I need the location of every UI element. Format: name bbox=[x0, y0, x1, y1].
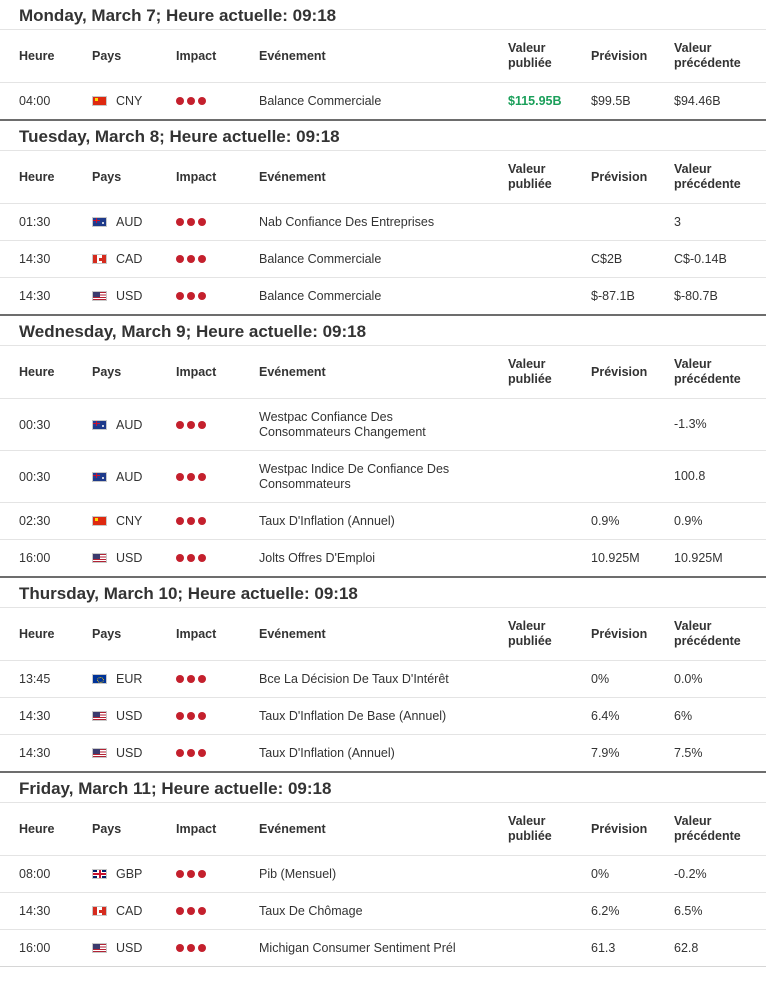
event-name-line-1: Westpac Confiance Des bbox=[259, 409, 393, 424]
day-section bbox=[0, 0, 766, 121]
event-country bbox=[92, 451, 142, 502]
currency-code: GBP bbox=[116, 867, 143, 881]
table-row[interactable] bbox=[0, 930, 766, 966]
header-forecast: Prévision bbox=[591, 626, 648, 641]
event-time: 00:30 bbox=[19, 469, 51, 484]
header-actual bbox=[508, 346, 552, 398]
header-forecast: Prévision bbox=[591, 169, 648, 184]
usa-flag-icon bbox=[92, 943, 107, 953]
impact-dot-icon bbox=[198, 944, 206, 952]
australia-flag-icon bbox=[92, 472, 107, 482]
event-name[interactable] bbox=[259, 893, 489, 929]
header-forecast: Prévision bbox=[591, 48, 648, 63]
event-country bbox=[92, 698, 142, 734]
impact-dot-icon bbox=[198, 554, 206, 562]
event-name[interactable] bbox=[259, 735, 489, 771]
event-name-text bbox=[259, 672, 449, 687]
impact-dot-icon bbox=[198, 712, 206, 720]
event-name[interactable] bbox=[259, 856, 489, 892]
event-country bbox=[92, 540, 142, 576]
event-country bbox=[92, 930, 142, 966]
table-row[interactable] bbox=[0, 399, 766, 451]
impact-dot-icon bbox=[176, 517, 184, 525]
event-time: 14:30 bbox=[19, 252, 51, 266]
event-name[interactable] bbox=[259, 503, 489, 539]
impact-dot-icon bbox=[187, 675, 195, 683]
currency-code: USD bbox=[116, 551, 143, 565]
header-forecast: Prévision bbox=[591, 364, 648, 379]
event-previous: -1.3% bbox=[674, 417, 707, 431]
impact-dot-icon bbox=[176, 255, 184, 263]
event-country bbox=[92, 503, 142, 539]
impact-indicator bbox=[176, 517, 206, 525]
impact-indicator bbox=[176, 255, 206, 263]
table-row[interactable] bbox=[0, 278, 766, 314]
event-previous: 10.925M bbox=[674, 550, 723, 565]
canada-flag-icon bbox=[92, 906, 107, 916]
impact-dot-icon bbox=[187, 554, 195, 562]
impact-dot-icon bbox=[176, 97, 184, 105]
usa-flag-icon bbox=[92, 711, 107, 721]
day-title: Friday, March 11; Heure actuelle: 09:18 bbox=[0, 773, 766, 803]
day-title: Wednesday, March 9; Heure actuelle: 09:18 bbox=[0, 316, 766, 346]
header-country: Pays bbox=[92, 49, 122, 63]
impact-dot-icon bbox=[176, 712, 184, 720]
impact-indicator bbox=[176, 870, 206, 878]
impact-dot-icon bbox=[198, 517, 206, 525]
event-forecast: 7.9% bbox=[591, 745, 620, 760]
currency-code: USD bbox=[116, 289, 143, 303]
event-country bbox=[92, 856, 142, 892]
day-title: Monday, March 7; Heure actuelle: 09:18 bbox=[0, 0, 766, 30]
impact-dot-icon bbox=[176, 675, 184, 683]
event-impact bbox=[176, 278, 206, 314]
event-impact bbox=[176, 856, 206, 892]
event-name[interactable] bbox=[259, 83, 489, 119]
day-section bbox=[0, 316, 766, 578]
header-previous-text bbox=[674, 814, 741, 844]
header-impact: Impact bbox=[176, 365, 217, 379]
header-previous-line-1: Valeur bbox=[674, 619, 712, 633]
header-actual-line-1: Valeur bbox=[508, 814, 546, 828]
header-actual-text bbox=[508, 162, 552, 192]
impact-indicator bbox=[176, 292, 206, 300]
table-header bbox=[0, 30, 766, 83]
header-actual-text bbox=[508, 619, 552, 649]
event-time: 14:30 bbox=[19, 709, 51, 723]
event-name-line-1: Taux De Chômage bbox=[259, 903, 363, 918]
event-forecast: 6.2% bbox=[591, 903, 620, 918]
impact-dot-icon bbox=[187, 907, 195, 915]
event-name[interactable] bbox=[259, 278, 489, 314]
event-country bbox=[92, 399, 142, 450]
currency-code: AUD bbox=[116, 469, 143, 484]
event-previous: 3 bbox=[674, 214, 681, 229]
header-country: Pays bbox=[92, 627, 122, 641]
impact-dot-icon bbox=[187, 749, 195, 757]
impact-dot-icon bbox=[198, 292, 206, 300]
event-time: 00:30 bbox=[19, 417, 51, 432]
impact-dot-icon bbox=[187, 421, 195, 429]
header-forecast: Prévision bbox=[591, 821, 648, 836]
header-previous bbox=[674, 151, 741, 203]
event-impact bbox=[176, 698, 206, 734]
event-previous: 0.9% bbox=[674, 513, 703, 528]
event-name-text bbox=[259, 94, 381, 109]
header-time: Heure bbox=[19, 365, 55, 379]
header-previous bbox=[674, 608, 741, 660]
event-time: 16:00 bbox=[19, 941, 51, 955]
impact-dot-icon bbox=[176, 421, 184, 429]
event-impact bbox=[176, 83, 206, 119]
event-name[interactable] bbox=[259, 698, 489, 734]
table-row[interactable] bbox=[0, 204, 766, 241]
event-name-line-1: Pib (Mensuel) bbox=[259, 866, 337, 881]
header-actual-line-1: Valeur bbox=[508, 41, 546, 55]
header-time: Heure bbox=[19, 170, 55, 184]
event-previous: 0.0% bbox=[674, 671, 703, 686]
table-row[interactable] bbox=[0, 893, 766, 930]
event-forecast: 0.9% bbox=[591, 513, 620, 528]
event-name-line-2: Consommateurs bbox=[259, 476, 351, 491]
header-event: Evénement bbox=[259, 626, 326, 641]
event-previous: 7.5% bbox=[674, 745, 703, 760]
event-name[interactable] bbox=[259, 930, 489, 966]
impact-dot-icon bbox=[187, 517, 195, 525]
impact-dot-icon bbox=[187, 218, 195, 226]
header-actual-text bbox=[508, 357, 552, 387]
event-name-line-1: Taux D'Inflation De Base (Annuel) bbox=[259, 708, 447, 723]
impact-dot-icon bbox=[187, 473, 195, 481]
event-forecast: 0% bbox=[591, 671, 610, 686]
event-impact bbox=[176, 893, 206, 929]
impact-dot-icon bbox=[187, 712, 195, 720]
event-name[interactable] bbox=[259, 399, 489, 450]
header-event: Evénement bbox=[259, 48, 326, 63]
day-section bbox=[0, 578, 766, 773]
event-time: 13:45 bbox=[19, 672, 51, 686]
table-header bbox=[0, 803, 766, 856]
event-name-text bbox=[259, 867, 336, 882]
china-flag-icon bbox=[92, 96, 107, 106]
header-actual-text bbox=[508, 814, 552, 844]
event-time: 02:30 bbox=[19, 514, 51, 528]
event-name-text bbox=[259, 462, 449, 492]
header-impact: Impact bbox=[176, 627, 217, 641]
header-actual-line-1: Valeur bbox=[508, 357, 546, 371]
event-name-text bbox=[259, 551, 375, 566]
currency-code: USD bbox=[116, 746, 143, 760]
event-impact bbox=[176, 241, 206, 277]
uk-flag-icon bbox=[92, 869, 107, 879]
header-time: Heure bbox=[19, 627, 55, 641]
event-forecast: $99.5B bbox=[591, 93, 631, 108]
header-actual-line-2: publiée bbox=[508, 372, 552, 386]
header-previous-line-2: précédente bbox=[674, 634, 741, 648]
header-actual-line-1: Valeur bbox=[508, 162, 546, 176]
event-name-text bbox=[259, 410, 426, 440]
event-name-line-1: Balance Commerciale bbox=[259, 288, 382, 303]
day-title: Tuesday, March 8; Heure actuelle: 09:18 bbox=[0, 121, 766, 151]
table-row[interactable] bbox=[0, 698, 766, 735]
impact-indicator bbox=[176, 97, 206, 105]
impact-dot-icon bbox=[176, 944, 184, 952]
header-actual bbox=[508, 151, 552, 203]
event-name-line-1: Bce La Décision De Taux D'Intérêt bbox=[259, 671, 449, 686]
event-previous: C$-0.14B bbox=[674, 251, 727, 266]
event-time: 01:30 bbox=[19, 215, 51, 229]
event-previous: 62.8 bbox=[674, 940, 699, 955]
impact-dot-icon bbox=[198, 97, 206, 105]
impact-dot-icon bbox=[176, 292, 184, 300]
impact-dot-icon bbox=[198, 255, 206, 263]
impact-dot-icon bbox=[176, 907, 184, 915]
impact-dot-icon bbox=[198, 749, 206, 757]
event-forecast: 61.3 bbox=[591, 940, 616, 955]
header-previous-text bbox=[674, 162, 741, 192]
event-impact bbox=[176, 399, 206, 450]
event-previous: $94.46B bbox=[674, 93, 721, 108]
event-name[interactable] bbox=[259, 241, 489, 277]
event-forecast: 6.4% bbox=[591, 708, 620, 723]
event-name-text bbox=[259, 941, 456, 956]
event-time: 16:00 bbox=[19, 551, 51, 565]
header-previous bbox=[674, 803, 741, 855]
currency-code: CNY bbox=[116, 514, 143, 528]
currency-code: CAD bbox=[116, 252, 143, 266]
header-previous-line-1: Valeur bbox=[674, 162, 712, 176]
header-previous-line-1: Valeur bbox=[674, 41, 712, 55]
table-header bbox=[0, 346, 766, 399]
event-name[interactable] bbox=[259, 451, 489, 502]
event-name-text bbox=[259, 289, 381, 304]
impact-indicator bbox=[176, 675, 206, 683]
currency-code: EUR bbox=[116, 672, 143, 686]
event-name-line-1: Taux D'Inflation (Annuel) bbox=[259, 745, 395, 760]
event-impact bbox=[176, 735, 206, 771]
day-section bbox=[0, 121, 766, 316]
header-actual-line-2: publiée bbox=[508, 829, 552, 843]
table-row[interactable] bbox=[0, 451, 766, 503]
impact-dot-icon bbox=[198, 421, 206, 429]
impact-dot-icon bbox=[198, 218, 206, 226]
event-name-text bbox=[259, 904, 363, 919]
event-previous: 100.8 bbox=[674, 469, 706, 483]
impact-dot-icon bbox=[176, 554, 184, 562]
header-actual bbox=[508, 803, 552, 855]
impact-dot-icon bbox=[198, 473, 206, 481]
event-time: 14:30 bbox=[19, 746, 51, 760]
event-name-text bbox=[259, 709, 446, 724]
impact-indicator bbox=[176, 907, 206, 915]
header-previous-line-2: précédente bbox=[674, 56, 741, 70]
event-previous: $-80.7B bbox=[674, 288, 718, 303]
impact-indicator bbox=[176, 749, 206, 757]
header-previous-line-1: Valeur bbox=[674, 357, 712, 371]
event-actual bbox=[508, 83, 562, 119]
impact-indicator bbox=[176, 473, 206, 481]
impact-indicator bbox=[176, 554, 206, 562]
event-name-line-1: Balance Commerciale bbox=[259, 251, 382, 266]
event-name-text bbox=[259, 252, 381, 267]
table-header bbox=[0, 151, 766, 204]
header-actual bbox=[508, 30, 552, 82]
eu-flag-icon bbox=[92, 674, 107, 684]
table-row[interactable] bbox=[0, 540, 766, 576]
event-previous: 6.5% bbox=[674, 903, 703, 918]
event-name-text bbox=[259, 514, 395, 529]
day-title: Thursday, March 10; Heure actuelle: 09:18 bbox=[0, 578, 766, 608]
event-impact bbox=[176, 204, 206, 240]
header-previous-line-2: précédente bbox=[674, 177, 741, 191]
header-actual-line-2: publiée bbox=[508, 56, 552, 70]
event-name-line-2: Consommateurs Changement bbox=[259, 424, 426, 439]
day-section bbox=[0, 773, 766, 967]
event-name[interactable] bbox=[259, 540, 489, 576]
header-previous-line-2: précédente bbox=[674, 829, 741, 843]
currency-code: USD bbox=[116, 709, 143, 723]
header-previous-text bbox=[674, 357, 741, 387]
impact-indicator bbox=[176, 712, 206, 720]
australia-flag-icon bbox=[92, 420, 107, 430]
event-country bbox=[92, 278, 142, 314]
event-impact bbox=[176, 540, 206, 576]
header-impact: Impact bbox=[176, 49, 217, 63]
usa-flag-icon bbox=[92, 553, 107, 563]
table-row[interactable] bbox=[0, 503, 766, 540]
event-name-line-1: Michigan Consumer Sentiment Prél bbox=[259, 940, 456, 955]
event-time: 14:30 bbox=[19, 904, 51, 918]
event-name-line-1: Jolts Offres D'Emploi bbox=[259, 550, 376, 565]
impact-dot-icon bbox=[176, 218, 184, 226]
header-event: Evénement bbox=[259, 364, 326, 379]
event-name[interactable] bbox=[259, 661, 489, 697]
event-name-text bbox=[259, 746, 395, 761]
currency-code: AUD bbox=[116, 417, 143, 432]
impact-dot-icon bbox=[187, 292, 195, 300]
event-name-line-1: Taux D'Inflation (Annuel) bbox=[259, 513, 395, 528]
event-country bbox=[92, 661, 142, 697]
event-country bbox=[92, 83, 142, 119]
event-forecast: 10.925M bbox=[591, 550, 640, 565]
impact-dot-icon bbox=[176, 870, 184, 878]
currency-code: CAD bbox=[116, 904, 143, 918]
event-time: 14:30 bbox=[19, 289, 51, 303]
header-previous-line-1: Valeur bbox=[674, 814, 712, 828]
header-actual bbox=[508, 608, 552, 660]
usa-flag-icon bbox=[92, 291, 107, 301]
header-previous bbox=[674, 30, 741, 82]
header-previous-line-2: précédente bbox=[674, 372, 741, 386]
currency-code: CNY bbox=[116, 94, 143, 108]
impact-dot-icon bbox=[198, 870, 206, 878]
currency-code: USD bbox=[116, 941, 143, 955]
event-time: 04:00 bbox=[19, 94, 51, 108]
event-impact bbox=[176, 503, 206, 539]
actual-value: $115.95B bbox=[508, 93, 562, 108]
event-country bbox=[92, 204, 142, 240]
header-country: Pays bbox=[92, 365, 122, 379]
australia-flag-icon bbox=[92, 217, 107, 227]
table-row[interactable] bbox=[0, 241, 766, 278]
impact-indicator bbox=[176, 421, 206, 429]
event-forecast: $-87.1B bbox=[591, 288, 635, 303]
header-country: Pays bbox=[92, 170, 122, 184]
header-event: Evénement bbox=[259, 821, 326, 836]
event-forecast: C$2B bbox=[591, 251, 623, 266]
event-forecast: 0% bbox=[591, 866, 610, 881]
header-impact: Impact bbox=[176, 170, 217, 184]
table-row[interactable] bbox=[0, 661, 766, 698]
impact-indicator bbox=[176, 944, 206, 952]
header-time: Heure bbox=[19, 49, 55, 63]
event-impact bbox=[176, 661, 206, 697]
usa-flag-icon bbox=[92, 748, 107, 758]
impact-indicator bbox=[176, 218, 206, 226]
currency-code: AUD bbox=[116, 215, 143, 229]
header-previous-text bbox=[674, 41, 741, 71]
impact-dot-icon bbox=[176, 473, 184, 481]
table-row[interactable] bbox=[0, 83, 766, 119]
header-previous-text bbox=[674, 619, 741, 649]
table-header bbox=[0, 608, 766, 661]
table-row[interactable] bbox=[0, 856, 766, 893]
event-name[interactable] bbox=[259, 204, 489, 240]
event-country bbox=[92, 735, 142, 771]
header-actual-line-2: publiée bbox=[508, 177, 552, 191]
header-country: Pays bbox=[92, 822, 122, 836]
impact-dot-icon bbox=[198, 675, 206, 683]
event-country bbox=[92, 241, 142, 277]
header-actual-line-2: publiée bbox=[508, 634, 552, 648]
event-name-line-1: Balance Commerciale bbox=[259, 93, 382, 108]
china-flag-icon bbox=[92, 516, 107, 526]
event-impact bbox=[176, 451, 206, 502]
header-actual-line-1: Valeur bbox=[508, 619, 546, 633]
header-event: Evénement bbox=[259, 169, 326, 184]
header-previous bbox=[674, 346, 741, 398]
event-time: 08:00 bbox=[19, 867, 51, 881]
event-name-line-1: Nab Confiance Des Entreprises bbox=[259, 214, 435, 229]
event-name-text bbox=[259, 215, 434, 230]
table-row[interactable] bbox=[0, 735, 766, 771]
event-previous: 6% bbox=[674, 708, 693, 723]
impact-dot-icon bbox=[187, 97, 195, 105]
event-country bbox=[92, 893, 142, 929]
impact-dot-icon bbox=[198, 907, 206, 915]
event-previous: -0.2% bbox=[674, 866, 707, 881]
header-time: Heure bbox=[19, 822, 55, 836]
header-actual-text bbox=[508, 41, 552, 71]
impact-dot-icon bbox=[187, 870, 195, 878]
impact-dot-icon bbox=[176, 749, 184, 757]
header-impact: Impact bbox=[176, 822, 217, 836]
impact-dot-icon bbox=[187, 944, 195, 952]
event-impact bbox=[176, 930, 206, 966]
canada-flag-icon bbox=[92, 254, 107, 264]
event-name-line-1: Westpac Indice De Confiance Des bbox=[259, 461, 450, 476]
impact-dot-icon bbox=[187, 255, 195, 263]
